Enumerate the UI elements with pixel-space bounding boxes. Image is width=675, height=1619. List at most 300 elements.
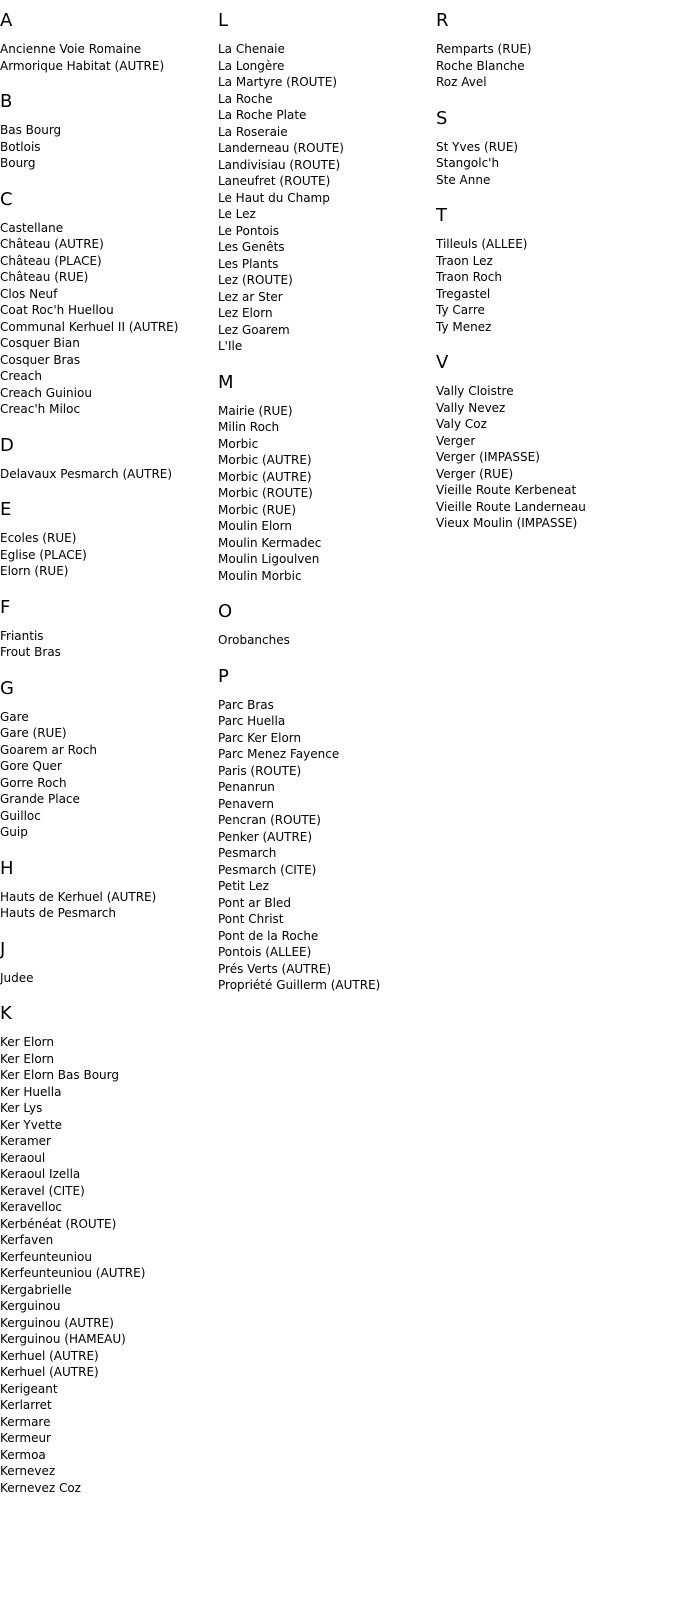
street-list-item [218,977,436,994]
street-list-item [218,829,436,846]
street-link[interactable]: Orobanches [218,633,290,647]
street-link[interactable]: La Martyre (ROUTE) [218,75,338,89]
section-letter-heading: R [436,10,449,31]
street-list-item [218,944,436,961]
street-link[interactable]: Pesmarch (CITE) [218,862,317,877]
street-list-item [436,449,654,466]
street-list-item [436,416,654,433]
street-link[interactable]: Château (RUE) [0,270,89,284]
street-link[interactable]: La Longère [218,58,285,73]
street-link[interactable]: Parc Huella [218,714,286,728]
street-list-item [0,1414,218,1431]
street-list-item [0,155,218,172]
letter-section [0,92,218,172]
street-list-item [436,499,654,516]
street-link[interactable]: Les Genêts [218,240,285,254]
street-link[interactable]: Morbic (ROUTE) [218,486,313,500]
street-list-item [218,551,436,568]
section-letter-heading: T [436,205,447,226]
street-list-item [218,338,436,355]
street-link[interactable]: Kernevez Coz [0,1480,81,1495]
street-list-item [0,1265,218,1282]
street-link[interactable]: Keravel (CITE) [0,1183,85,1198]
street-list-item [436,139,654,156]
street-list-item [436,319,654,336]
street-link[interactable]: Eglise (PLACE) [0,547,87,562]
street-link[interactable]: Kermeur [0,1431,51,1445]
street-list-item [0,1430,218,1447]
street-list-item [218,535,436,552]
street-link[interactable]: Moulin Ligoulven [218,552,320,566]
street-link[interactable]: Judee [0,970,34,985]
street-list-item [0,1381,218,1398]
street-list-item [0,385,218,402]
street-list-item [436,58,654,75]
letter-section [0,436,218,483]
street-link[interactable]: Ty Menez [436,319,492,334]
street-link[interactable]: Ancienne Voie Romaine [0,42,142,56]
street-link[interactable]: Traon Lez [436,253,493,268]
street-link[interactable]: Goarem ar Roch [0,742,97,757]
street-list-item [0,1216,218,1233]
street-list-item [218,502,436,519]
street-link[interactable]: Ker Elorn [0,1051,54,1066]
street-list-item [218,223,436,240]
street-link[interactable]: L'Ile [218,339,243,353]
street-link[interactable]: Vieux Moulin (IMPASSE) [436,516,578,530]
street-list-item [218,730,436,747]
street-link[interactable]: Keraoul [0,1150,46,1165]
street-link[interactable]: Lez ar Ster [218,289,283,304]
street-list-item [436,74,654,91]
street-list-item [0,368,218,385]
street-list-item [218,632,436,649]
street-link[interactable]: Armorique Habitat (AUTRE) [0,58,165,73]
street-list-item [218,58,436,75]
street-link[interactable]: Clos Neuf [0,286,58,301]
street-link[interactable]: Ker Elorn Bas Bourg [0,1068,119,1082]
street-list-item [0,1447,218,1464]
letter-section [0,598,218,661]
street-list-item [218,961,436,978]
section-letter-heading: L [218,10,229,31]
street-list-item [218,305,436,322]
street-list [0,1034,218,1496]
street-list-item [0,725,218,742]
street-link[interactable]: La Chenaie [218,42,285,56]
street-list-item [218,403,436,420]
index-column [436,0,654,550]
section-letter-heading: G [0,677,14,699]
street-link[interactable]: Hauts de Pesmarch [0,906,116,920]
street-link[interactable]: Le Haut du Champ [218,190,330,205]
street-link[interactable]: Pont de la Roche [218,928,319,943]
section-letter-heading: J [0,938,6,960]
letter-section [436,11,654,91]
street-link[interactable]: Vieille Route Kerbeneat [436,483,577,497]
street-link[interactable]: Guip [0,825,28,839]
street-list-item [436,515,654,532]
street-list-item [0,220,218,237]
street-link[interactable]: Roche Blanche [436,58,525,73]
street-list-item [0,58,218,75]
street-list-item [436,269,654,286]
street-list-item [0,466,218,483]
street-list-item [0,1298,218,1315]
street-list-item [0,401,218,418]
street-link[interactable]: Kerfeunteuniou (AUTRE) [0,1266,146,1280]
street-list-item [0,1397,218,1414]
street-link[interactable]: Morbic (RUE) [218,502,297,517]
street-link[interactable]: Lez Goarem [218,322,290,337]
street-list-item [0,335,218,352]
street-list-item [218,878,436,895]
street-link[interactable]: La Roseraie [218,124,288,139]
street-list-item [218,911,436,928]
street-link[interactable]: Cosquer Bras [0,352,81,367]
street-list-item [218,436,436,453]
street-list-item [0,1051,218,1068]
street-list-item [218,469,436,486]
street-link[interactable]: Verger (RUE) [436,466,514,481]
street-list-item [218,419,436,436]
street-link[interactable]: Ty Carre [436,303,485,317]
street-list-item [0,563,218,580]
street-list [0,466,218,483]
street-list-item [0,1117,218,1134]
street-list [0,220,218,418]
street-list [0,628,218,661]
street-link[interactable]: Milin Roch [218,420,280,434]
street-list-item [436,466,654,483]
street-link[interactable]: Penanrun [218,780,275,794]
street-list-item [218,289,436,306]
street-link[interactable]: Gare [0,709,29,724]
street-list-item [218,256,436,273]
street-link[interactable]: Gorre Roch [0,775,67,790]
street-list [218,632,436,649]
section-letter-heading: A [0,10,13,31]
section-letter-heading: B [0,91,13,112]
street-list-item [218,272,436,289]
street-link[interactable]: Keramer [0,1134,51,1148]
section-letter-heading: D [0,434,14,456]
section-letter-heading: H [0,857,14,879]
street-link[interactable]: La Roche [218,91,273,106]
street-link[interactable]: Lez (ROUTE) [218,273,293,287]
street-link[interactable]: Parc Bras [218,697,274,712]
street-link[interactable]: Vally Cloistre [436,384,514,398]
street-link[interactable]: Kerguinou [0,1299,61,1313]
street-list [0,709,218,841]
street-list-item [218,697,436,714]
street-link[interactable]: Le Lez [218,207,256,221]
street-link[interactable]: Prés Verts (AUTRE) [218,961,332,976]
street-list-item [436,400,654,417]
street-list-item [0,709,218,726]
street-list-item [436,482,654,499]
street-link[interactable]: Kerfeunteuniou [0,1249,92,1264]
street-list-item [218,239,436,256]
street-list-item [218,568,436,585]
street-list [0,530,218,580]
letter-section [0,11,218,74]
street-list-item [0,1282,218,1299]
street-link[interactable]: Ker Huella [0,1084,62,1099]
street-list [0,889,218,922]
street-list-item [0,1463,218,1480]
street-list-item [218,452,436,469]
street-link[interactable]: Laneufret (ROUTE) [218,174,331,188]
street-list-item [436,172,654,189]
street-list-item [0,758,218,775]
street-link[interactable]: Paris (ROUTE) [218,763,302,778]
section-letter-heading: E [0,499,12,520]
section-letter-heading: K [0,1003,12,1024]
street-list-item [218,322,436,339]
street-link[interactable]: Les Plants [218,256,279,271]
street-link[interactable]: Kergabrielle [0,1282,72,1297]
street-link[interactable]: Kermare [0,1414,51,1429]
letter-section [0,859,218,922]
letter-section [436,206,654,335]
street-link[interactable]: Communal Kerhuel II (AUTRE) [0,319,179,334]
street-link[interactable]: Ecoles (RUE) [0,531,77,545]
street-link[interactable]: St Yves (RUE) [436,139,519,154]
street-link[interactable]: Moulin Kermadec [218,535,322,550]
street-link[interactable]: Landivisiau (ROUTE) [218,157,341,172]
index-column [0,0,218,1514]
street-link[interactable]: Propriété Guillerm (AUTRE) [218,978,381,992]
street-link[interactable]: Le Pontois [218,223,280,238]
street-link[interactable]: Vally Nevez [436,400,506,415]
street-list-item [0,1034,218,1051]
street-link[interactable]: Creach Guiniou [0,385,92,400]
street-list-item [436,155,654,172]
street-list-item [436,253,654,270]
street-list-item [0,628,218,645]
street-link[interactable]: Kerlarret [0,1398,52,1412]
street-link[interactable]: Bourg [0,156,36,170]
street-list-item [218,928,436,945]
street-list-item [218,124,436,141]
street-link[interactable]: Botlois [0,139,41,154]
street-list [436,41,654,91]
street-link[interactable]: Parc Ker Elorn [218,730,302,745]
street-list-item [0,1183,218,1200]
street-link[interactable]: Hauts de Kerhuel (AUTRE) [0,889,157,904]
street-list-item [436,302,654,319]
street-list-item [0,742,218,759]
street-list [0,970,218,987]
street-link[interactable]: Gore Quer [0,759,62,773]
street-link[interactable]: Bas Bourg [0,123,62,137]
street-list-item [0,253,218,270]
street-link[interactable]: Kerguinou (AUTRE) [0,1315,114,1330]
street-list-item [0,236,218,253]
street-link[interactable]: Kermoa [0,1447,46,1462]
street-list [436,383,654,532]
street-list [218,697,436,994]
street-link[interactable]: Vieille Route Landerneau [436,499,586,514]
street-list-item [218,746,436,763]
street-link[interactable]: Kerigeant [0,1381,58,1396]
letter-section [0,679,218,841]
street-link[interactable]: Kerbénéat (ROUTE) [0,1216,117,1231]
letter-section [218,373,436,585]
street-link[interactable]: Petit Lez [218,879,269,893]
street-link[interactable]: Verger [436,433,476,448]
street-list-item [218,173,436,190]
street-link[interactable]: Kerguinou (HAMEAU) [0,1332,126,1346]
street-link[interactable]: Mairie (RUE) [218,403,293,418]
street-list-item [436,286,654,303]
street-list-item [218,485,436,502]
street-list-item [0,41,218,58]
street-link[interactable]: Creach [0,369,42,383]
street-link[interactable]: Morbic [218,436,259,451]
street-link[interactable]: Morbic (AUTRE) [218,469,312,484]
street-link[interactable]: Pont Christ [218,912,284,926]
section-letter-heading: M [218,371,234,393]
street-list-item [0,122,218,139]
street-list-item [0,889,218,906]
street-link[interactable]: Elorn (RUE) [0,564,69,578]
street-list-item [218,713,436,730]
street-list [218,41,436,355]
street-list-item [436,41,654,58]
street-list-item [0,319,218,336]
street-list-item [0,1133,218,1150]
street-link[interactable]: Verger (IMPASSE) [436,450,540,464]
index-column [218,0,436,1012]
street-link[interactable]: Pesmarch [218,846,277,860]
street-list-item [0,547,218,564]
street-list-item [218,862,436,879]
street-link[interactable]: Keravelloc [0,1200,63,1214]
street-list-item [0,808,218,825]
street-list [218,403,436,585]
street-link[interactable]: Kerhuel (AUTRE) [0,1348,99,1363]
street-link[interactable]: Ste Anne [436,172,491,187]
street-link[interactable]: Château (AUTRE) [0,237,104,251]
street-link[interactable]: Parc Menez Fayence [218,747,340,761]
street-list-item [436,236,654,253]
street-link[interactable]: Kerhuel (AUTRE) [0,1365,99,1379]
street-link[interactable]: Château (PLACE) [0,253,102,268]
letter-section [0,190,218,418]
street-link[interactable]: Coat Roc'h Huellou [0,303,114,317]
street-list-item [0,775,218,792]
street-list-item [0,1199,218,1216]
street-link[interactable]: Valy Coz [436,417,487,431]
street-link[interactable]: Roz Avel [436,75,487,89]
section-letter-heading: S [436,107,448,129]
street-link[interactable]: Penker (AUTRE) [218,829,313,844]
street-list-item [218,140,436,157]
street-list-item [0,970,218,987]
letter-section [0,940,218,987]
street-link[interactable]: Tregastel [436,286,491,301]
section-letter-heading: F [0,596,11,618]
letter-section [218,602,436,649]
street-link[interactable]: Moulin Morbic [218,568,302,583]
street-link[interactable]: Pontois (ALLEE) [218,945,312,959]
street-list-item [218,763,436,780]
street-link[interactable]: Guilloc [0,808,41,823]
street-link[interactable]: Moulin Elorn [218,519,292,533]
street-link[interactable]: Pencran (ROUTE) [218,813,321,827]
section-letter-heading: O [218,601,233,622]
street-list-item [218,845,436,862]
street-link[interactable]: Cosquer Bian [0,336,80,350]
street-link[interactable]: Friantis [0,628,44,643]
street-list [0,122,218,172]
street-list-item [0,1232,218,1249]
street-list-item [218,190,436,207]
street-list [436,139,654,189]
street-link[interactable]: Ker Lys [0,1101,43,1115]
street-list-item [218,796,436,813]
street-list-item [0,791,218,808]
street-list [436,236,654,335]
letter-section [218,667,436,994]
street-link[interactable]: Kernevez [0,1464,56,1478]
street-link[interactable]: Castellane [0,220,64,235]
street-link[interactable]: Grande Place [0,792,80,806]
street-link[interactable]: Kerfaven [0,1233,54,1247]
street-link[interactable]: Ker Elorn [0,1035,54,1049]
street-link[interactable]: Traon Roch [436,270,502,284]
street-link[interactable]: Morbic (AUTRE) [218,453,312,467]
letter-section [436,109,654,189]
street-list-item [0,1331,218,1348]
street-list-item [218,518,436,535]
street-list-item [0,1166,218,1183]
street-link[interactable]: Delavaux Pesmarch (AUTRE) [0,466,173,481]
street-list-item [0,1084,218,1101]
street-list-item [218,206,436,223]
street-list-item [0,269,218,286]
street-list-item [218,91,436,108]
street-link[interactable]: Stangolc'h [436,156,500,170]
street-link[interactable]: Ker Yvette [0,1117,63,1132]
street-link[interactable]: Pont ar Bled [218,895,291,910]
street-link[interactable]: Landerneau (ROUTE) [218,141,344,155]
street-link[interactable]: Remparts (RUE) [436,42,532,56]
street-list-item [0,302,218,319]
street-link[interactable]: Gare (RUE) [0,726,67,740]
street-link[interactable]: Frout Bras [0,645,61,659]
street-list-item [436,433,654,450]
street-link[interactable]: Lez Elorn [218,306,273,320]
street-link[interactable]: Creac'h Miloc [0,402,81,416]
street-list-item [218,779,436,796]
letter-section [0,500,218,580]
street-link[interactable]: Penavern [218,796,274,811]
street-link[interactable]: Keraoul Izella [0,1167,81,1181]
letter-section [0,1004,218,1496]
street-list-item [0,905,218,922]
street-list-item [0,139,218,156]
street-list-item [0,644,218,661]
street-link[interactable]: Tilleuls (ALLEE) [436,237,528,251]
street-link[interactable]: La Roche Plate [218,108,307,122]
street-list-item [0,1480,218,1497]
section-letter-heading: C [0,188,13,210]
street-list-item [0,1150,218,1167]
street-list-item [0,1315,218,1332]
